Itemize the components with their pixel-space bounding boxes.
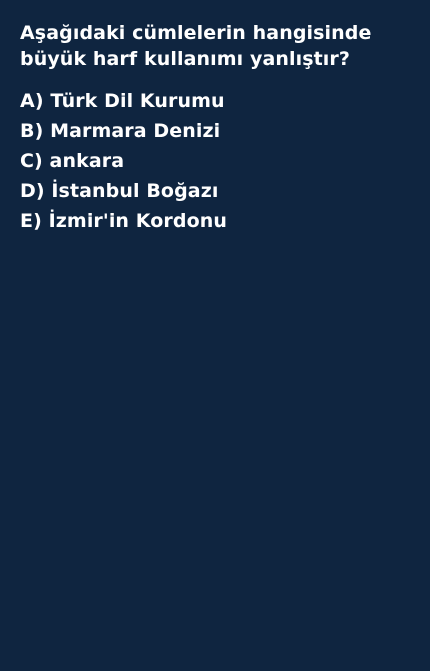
option-a[interactable]	[20, 86, 410, 116]
option-text: Türk Dil Kurumu	[50, 90, 225, 112]
answer-options	[20, 86, 410, 236]
option-letter: E )	[20, 210, 49, 232]
option-letter: B )	[20, 120, 50, 142]
option-letter: A )	[20, 90, 50, 112]
option-text: Marmara Denizi	[50, 120, 221, 142]
option-b[interactable]	[20, 116, 410, 146]
option-text: İzmir'in Kordonu	[48, 210, 227, 232]
option-d[interactable]	[20, 176, 410, 206]
question-text: Aşağıdaki cümlelerin hangisinde büyük harf kullanımı yanlıştır?	[20, 22, 372, 70]
option-letter: D )	[20, 180, 51, 202]
option-e[interactable]	[20, 206, 410, 236]
option-letter: C )	[20, 150, 50, 172]
option-text: ankara	[49, 150, 125, 172]
option-text: İstanbul Boğazı	[51, 180, 219, 202]
option-c[interactable]	[20, 146, 410, 176]
